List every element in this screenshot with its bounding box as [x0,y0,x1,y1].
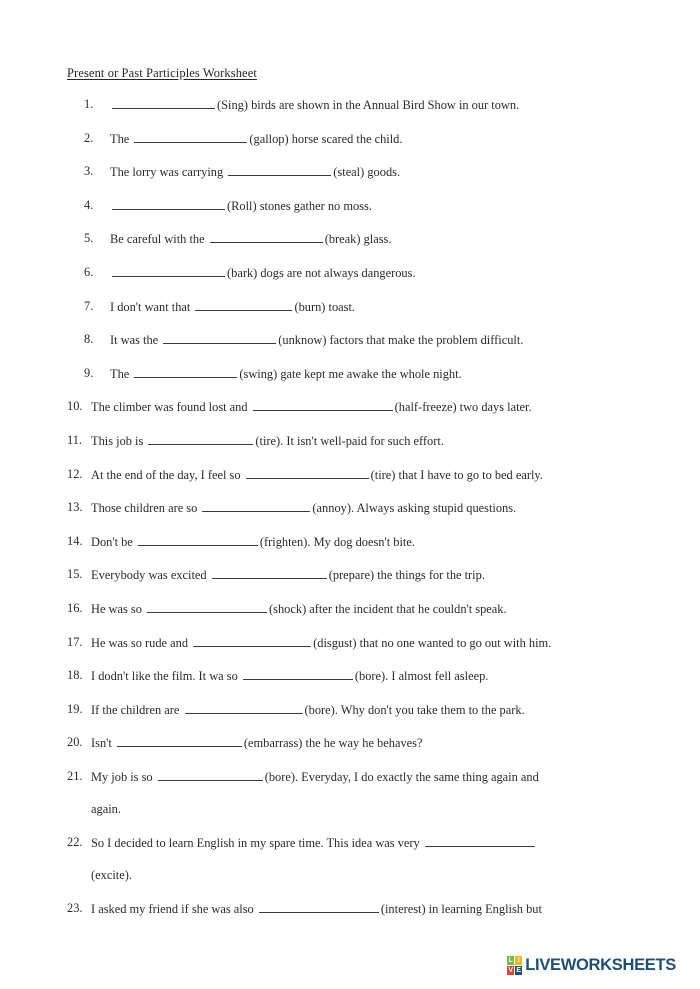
question-body [110,163,642,181]
answer-blank[interactable] [158,768,263,781]
question-text-before: It was the [110,333,162,348]
question-text-before: I asked my friend if she was also [91,902,257,917]
question-item [67,900,642,918]
question-text-after: (tire) that I have to go to bed early. [370,467,543,482]
question-number: 15. [67,567,83,582]
answer-blank[interactable] [163,331,276,344]
question-text-before: The [110,366,133,381]
question-body [91,734,642,752]
question-item [67,566,642,584]
question-body [110,298,642,316]
question-text-after: (shock) after the incident that he couldn't speak. [269,601,507,616]
answer-blank[interactable] [228,163,331,176]
question-text-before: Be careful with the [110,232,208,247]
question-text-after: (frighten). My dog doesn't bite. [259,534,415,549]
question-number: 23. [67,901,83,916]
question-number: 12. [67,466,83,481]
question-text-after: (interest) in learning English but [380,902,542,917]
question-text-before: If the children are [91,702,183,717]
answer-blank[interactable] [193,634,311,647]
logo-tile-3: V [508,967,514,974]
answer-blank[interactable] [212,566,327,579]
logo-tile-2: I [515,956,522,965]
question-number: 14. [67,533,83,548]
answer-blank[interactable] [112,264,225,277]
question-text-before: He was so [91,601,146,616]
question-body [110,264,642,282]
question-number: 17. [67,634,83,649]
question-number: 3. [84,164,94,179]
answer-blank[interactable] [210,230,323,243]
question-text-after: (annoy). Always asking stupid questions. [312,501,517,516]
question-text-before: The lorry was carrying [110,165,227,180]
question-text-after: (gallop) horse scared the child. [249,131,403,146]
question-text-after: (break) glass. [324,232,392,247]
logo-tile-1: L [508,957,513,964]
question-number: 9. [84,365,94,380]
liveworksheets-wordmark: LIVEWORKSHEETS [525,956,676,974]
question-text-continued: (excite). [91,868,132,883]
answer-blank[interactable] [112,197,225,210]
question-text-after: (disgust) that no one wanted to go out with him. [313,635,552,650]
answer-blank[interactable] [185,701,303,714]
question-text-before: So I decided to learn English in my spare time. This idea was very [91,835,423,850]
answer-blank[interactable] [195,298,292,311]
question-number: 10. [67,399,83,414]
answer-blank[interactable] [134,130,247,143]
question-item [67,499,642,517]
question-number: 8. [84,332,94,347]
answer-blank[interactable] [134,365,237,378]
question-text-after: (bore). I almost fell asleep. [354,669,489,684]
question-number: 4. [84,197,94,212]
question-number: 19. [67,701,83,716]
question-body [91,634,642,652]
question-body [110,130,642,148]
question-text-after: (steal) goods. [333,165,401,180]
question-body [91,667,642,685]
question-number: 13. [67,500,83,515]
question-item [67,734,642,752]
question-item [67,331,642,349]
question-body [91,499,642,517]
question-body [91,566,642,584]
question-text-before: Don't be [91,534,136,549]
question-body [110,230,642,248]
question-text-after: (bore). Everyday, I do exactly the same thing again and [264,769,539,784]
question-body [91,701,642,719]
question-text-before: At the end of the day, I feel so [91,467,244,482]
question-item [67,398,642,416]
liveworksheets-mark-icon [507,956,522,975]
answer-blank[interactable] [117,734,242,747]
logo-tile-4: E [516,967,522,974]
question-text-after: (embarrass) the he way he behaves? [243,736,423,751]
answer-blank[interactable] [112,96,215,109]
question-item [67,466,642,484]
question-body [91,398,642,416]
answer-blank[interactable] [148,432,253,445]
question-text-after: (burn) toast. [294,299,356,314]
question-body [91,768,642,819]
question-item [67,533,642,551]
question-text-after: (Sing) birds are shown in the Annual Bird Show in our town. [217,98,520,112]
question-text-before: Isn't [91,736,115,751]
question-number: 1. [84,97,94,111]
question-text-before: Everybody was excited [91,568,210,583]
question-text-before: My job is so [91,769,156,784]
answer-blank[interactable] [202,499,310,512]
page-title: Present or Past Participles Worksheet [67,66,257,80]
question-number: 7. [84,298,94,313]
question-text-continued: again. [91,802,121,817]
question-text-after: (bark) dogs are not always dangerous. [227,265,416,280]
question-text-after: (Roll) stones gather no moss. [227,198,372,213]
question-item [67,230,642,248]
question-item [67,264,642,282]
question-item [67,298,642,316]
answer-blank[interactable] [243,667,353,680]
question-number: 21. [67,768,83,783]
question-body [91,432,642,450]
question-text-after: (tire). It isn't well-paid for such effort. [255,433,444,448]
answer-blank[interactable] [246,466,369,479]
question-text-before: The climber was found lost and [91,400,251,415]
question-item [67,667,642,685]
question-text-before: This job is [91,433,147,448]
question-number: 20. [67,735,83,750]
question-item [67,96,642,114]
question-text-before: I don't want that [110,299,194,314]
question-number: 5. [84,231,94,246]
answer-blank[interactable] [253,398,393,411]
answer-blank[interactable] [138,533,258,546]
question-body [91,900,642,918]
question-item [67,432,642,450]
question-body [110,331,642,349]
answer-blank[interactable] [259,900,379,913]
question-body [110,96,642,114]
question-list [67,96,642,934]
liveworksheets-logo [507,956,676,975]
answer-blank[interactable] [147,600,267,613]
question-text-after: (prepare) the things for the trip. [328,568,485,583]
question-number: 11. [67,432,83,447]
question-text-before: I dodn't like the film. It wa so [91,669,241,684]
question-number: 16. [67,600,83,615]
question-body [91,600,642,618]
question-item [67,768,642,819]
question-item [67,600,642,618]
question-body [91,834,642,885]
question-text-after: (bore). Why don't you take them to the park. [304,702,525,717]
question-number: 2. [84,130,94,145]
question-text-before: The [110,131,133,146]
question-text-before: Those children are so [91,501,201,516]
question-body [110,197,642,215]
question-number: 22. [67,834,83,849]
question-body [110,365,642,383]
question-item [67,365,642,383]
question-item [67,701,642,719]
question-text-after: (half-freeze) two days later. [394,400,532,415]
question-number: 18. [67,668,83,683]
question-number: 6. [84,264,94,279]
question-text-before: He was so rude and [91,635,192,650]
question-item [67,197,642,215]
question-body [91,466,642,484]
question-body [91,533,642,551]
question-item [67,163,642,181]
answer-blank[interactable] [425,834,535,847]
question-text-after: (swing) gate kept me awake the whole night. [239,366,462,381]
question-item [67,834,642,885]
question-text-after: (unknow) factors that make the problem difficult. [278,333,524,348]
question-item [67,634,642,652]
question-item [67,130,642,148]
